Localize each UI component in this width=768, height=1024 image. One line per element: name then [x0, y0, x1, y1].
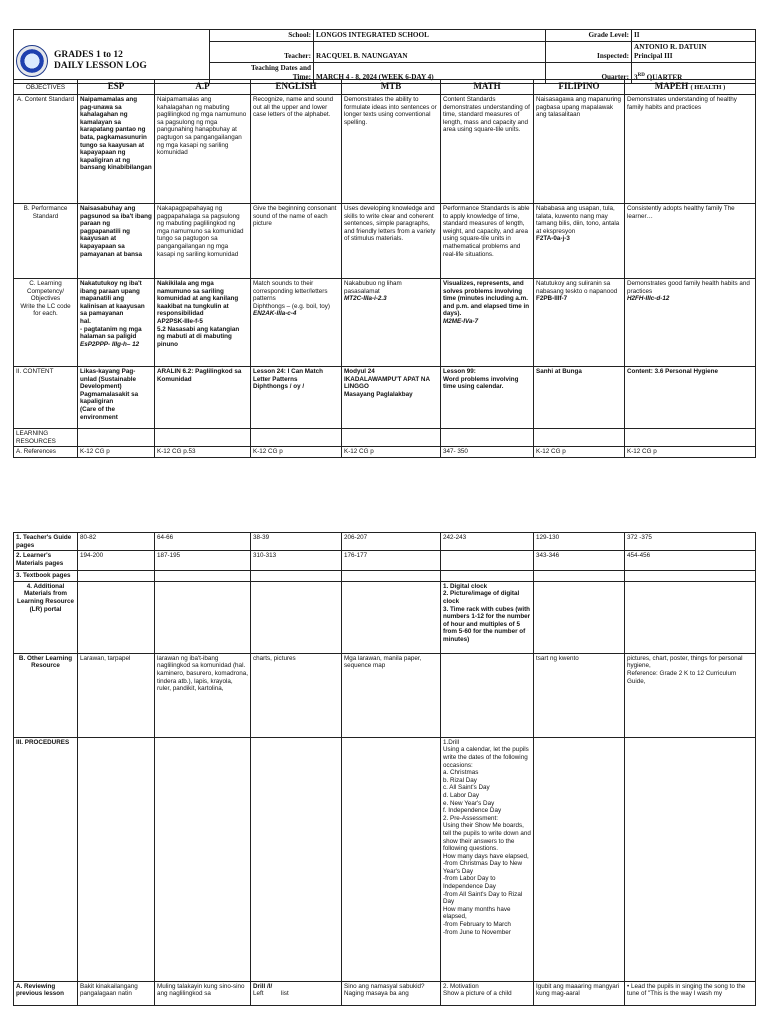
cell-math: 2. Motivation Show a picture of a child — [441, 981, 534, 1005]
title-line2: DAILY LESSON LOG — [54, 61, 147, 71]
cell-english — [251, 279, 342, 367]
filipino-text: Nababasa ang usapan, tula, talata, kuwento nang may tamang bilis, diin, tono, antala at ekspresyon — [536, 205, 620, 235]
cell-ap: ARALIN 6.2: Paglilingkod sa Komunidad — [155, 367, 251, 429]
quarter-word: QUARTER — [646, 73, 683, 81]
cell-esp: Larawan, tarpapel — [78, 653, 155, 737]
cell-english: Recognize, name and sound out all the upper and lower case letters of the alphabet. — [251, 95, 342, 204]
row-label: B. Performance Standard — [14, 204, 78, 279]
cell-math — [441, 279, 534, 367]
cell-esp: Bakit kinakailangang pangalagaan natin — [78, 981, 155, 1005]
cell-empty — [78, 581, 155, 653]
dates-value: MARCH 4 - 8, 2024 (WEEK 6-DAY 4) — [314, 63, 546, 84]
cell-filipino — [534, 204, 625, 279]
teacher-label: Teacher: — [210, 42, 314, 63]
math-text: Visualizes, represents, and solves problems involving time (minutes including a.m. and p.m. and elapsed time in days). — [443, 280, 530, 318]
row-label: LEARNING RESOURCES — [14, 429, 78, 447]
cell-english: charts, pictures — [251, 653, 342, 737]
performance-standard-row — [14, 204, 756, 279]
other-resources-row — [14, 653, 756, 737]
dll-page-1 — [13, 79, 755, 458]
procedures-row — [14, 737, 756, 981]
cell-esp: Naisasabuhay ang pagsunod sa iba't ibang paraan ng pagpapanatili ng kaayusan at kapayapaan sa pamayanan at bansa — [78, 204, 155, 279]
cell-esp: Likas-kayang Pag-unlad (Sustainable Development) Pagmamalasakit sa kapaligiran (Care of the environment — [78, 367, 155, 429]
subject-mtb: MTB — [342, 80, 441, 95]
cell-filipino — [534, 279, 625, 367]
references-row — [14, 447, 756, 458]
cell-empty — [441, 571, 534, 582]
subject-math: MATH — [441, 80, 534, 95]
cell-english: 310-313 — [251, 551, 342, 571]
inspected-name: ANTONIO R. DATUIN — [634, 43, 707, 51]
math-code: M2ME-IVa-7 — [443, 317, 479, 325]
cell-english: Give the beginning consonant sound of the name of each picture — [251, 204, 342, 279]
esp-text: Nakatutukoy ng iba't ibang paraan upang mapanatili ang kalinisan at kaayusan sa pamayanan hal. - pagtatanim ng mga halaman sa paligid — [80, 280, 145, 341]
cell-empty — [625, 581, 756, 653]
cell-math: 347- 350 — [441, 447, 534, 458]
header-title-cell — [14, 30, 210, 84]
row-label: 3. Textbook pages — [14, 571, 78, 582]
cell-empty — [534, 581, 625, 653]
competency-label: C. Learning Competency/ Objectives — [26, 280, 65, 303]
subject-mapeh — [625, 80, 756, 95]
row-label: A. Content Standard — [14, 95, 78, 204]
cell-empty — [155, 737, 251, 981]
tg-pages-row — [14, 533, 756, 551]
cell-esp: 194-200 — [78, 551, 155, 571]
cell-empty — [78, 571, 155, 582]
cell-mtb: K-12 CG p — [342, 447, 441, 458]
cell-empty — [625, 429, 756, 447]
inspected-label: Inspected: — [546, 42, 632, 63]
cell-filipino: 129-130 — [534, 533, 625, 551]
school-label: School: — [210, 30, 314, 42]
cell-ap: larawan ng iba't-ibang naglilingkod sa komunidad (hal. kaminero, basurero, komadrona, tindera atb.), lapis, krayola, ruler, pandikit, kartolina, — [155, 653, 251, 737]
row-label: B. Other Learning Resource — [14, 653, 78, 737]
cell-empty — [534, 737, 625, 981]
cell-mtb: Demonstrates the ability to formulate ideas into sentences or longer texts using conventional spelling. — [342, 95, 441, 204]
cell-empty — [441, 429, 534, 447]
english-code: EN2AK-IIIa-c-4 — [253, 310, 297, 318]
competency-row — [14, 279, 756, 367]
english-text: Match sounds to their corresponding letter/letters patterns Diphthongs – (e.g. boil, toy) — [253, 280, 331, 310]
row-label: 4. Additional Materials from Learning Resource (LR) portal — [14, 581, 78, 653]
cell-filipino: Igubit ang maaaring mangyari kung mag-aaral — [534, 981, 625, 1005]
dll-page-2 — [13, 532, 755, 1006]
title-line1: GRADES 1 to 12 — [54, 50, 123, 60]
cell-mapeh: Consistently adopts healthy family The learner… — [625, 204, 756, 279]
teacher-value: RACQUEL B. NAUNGAYAN — [314, 42, 546, 63]
cell-empty — [251, 571, 342, 582]
cell-empty — [251, 429, 342, 447]
dates-label-2: Time: — [292, 73, 311, 81]
cell-esp — [78, 279, 155, 367]
dates-label-1: Teaching Dates and — [250, 64, 311, 72]
cell-math: Performance Standards is able to apply knowledge of time, standard measures of length, weight, and capacity, and area using square-tile units in mathematical problems and real-life situations. — [441, 204, 534, 279]
mapeh-text: Demonstrates good family health habits and practices — [627, 280, 750, 295]
esp-code: EsP2PPP- IIIg-h– 12 — [80, 340, 140, 348]
cell-ap: 187-195 — [155, 551, 251, 571]
cell-filipino: K-12 CG p — [534, 447, 625, 458]
row-label — [14, 279, 78, 367]
lesson-table-1 — [13, 79, 756, 458]
english-drill: Drill /I/ — [253, 982, 273, 990]
cell-empty — [78, 737, 155, 981]
cell-math: Content Standards demonstrates understanding of time, standard measures of length, mass and capacity and area using square-tile units. — [441, 95, 534, 204]
cell-empty — [155, 429, 251, 447]
mtb-code: MT2C-IIIa-i-2.3 — [344, 295, 387, 303]
subject-ap: A.P — [155, 80, 251, 95]
cell-mtb: Modyul 24 IKADALAWAMPU'T APAT NA LINGGO Masayang Paglalakbay — [342, 367, 441, 429]
cell-empty — [534, 429, 625, 447]
school-value: LONGOS INTEGRATED SCHOOL — [314, 30, 546, 42]
lesson-table-2 — [13, 532, 756, 1006]
cell-empty — [251, 737, 342, 981]
cell-math: 242-243 — [441, 533, 534, 551]
cell-mapeh: 454-456 — [625, 551, 756, 571]
cell-mapeh: pictures, chart, poster, things for personal hygiene, Reference: Grade 2 K to 12 Curriculum Guide, — [625, 653, 756, 737]
cell-english: K-12 CG p — [251, 447, 342, 458]
cell-mapeh: • Lead the pupils in singing the song to the tune of "This is the way I wash my — [625, 981, 756, 1005]
cell-filipino: Naisasagawa ang mapanuring pagbasa upang mapalawak ang talasalitaan — [534, 95, 625, 204]
textbook-row — [14, 571, 756, 582]
cell-math: Lesson 99: Word problems involving time using calendar. — [441, 367, 534, 429]
cell-ap: Nakikilala ang mga namumuno sa sariling komunidad at ang kanilang kaakibat na tungkulin at responsibilidad AP2PSK-IIIe-f-5 5.2 Nasasabi ang katangian ng mabuti at di mabuting pinuno — [155, 279, 251, 367]
row-label: III. PROCEDURES — [14, 737, 78, 981]
subject-filipino: FILIPINO — [534, 80, 625, 95]
row-label: II. CONTENT — [14, 367, 78, 429]
cell-empty — [625, 737, 756, 981]
quarter-num: 3 — [634, 73, 638, 81]
cell-empty — [534, 571, 625, 582]
filipino-code: F2TA-0a-j-3 — [536, 235, 570, 243]
subjects-row — [14, 80, 756, 95]
cell-esp: 80-82 — [78, 533, 155, 551]
subject-mapeh-label: MAPEH — [654, 81, 689, 91]
cell-ap: 64-66 — [155, 533, 251, 551]
deped-seal-icon — [16, 45, 48, 77]
additional-materials-row — [14, 581, 756, 653]
cell-mtb: 176-177 — [342, 551, 441, 571]
cell-english — [251, 981, 342, 1005]
competency-note: Write the LC code for each. — [20, 302, 71, 318]
cell-english: 38-39 — [251, 533, 342, 551]
quarter-sup: RD — [637, 72, 645, 78]
cell-mtb: 206-207 — [342, 533, 441, 551]
content-standard-row — [14, 95, 756, 204]
cell-empty — [155, 581, 251, 653]
cell-filipino: tsart ng kwento — [534, 653, 625, 737]
cell-mtb: Mga larawan, manila paper, sequence map — [342, 653, 441, 737]
cell-mapeh: K-12 CG p — [625, 447, 756, 458]
lm-pages-row — [14, 551, 756, 571]
objectives-header: OBJECTIVES — [14, 80, 78, 95]
cell-mapeh: 372 -375 — [625, 533, 756, 551]
cell-esp: K-12 CG p — [78, 447, 155, 458]
cell-empty — [342, 429, 441, 447]
cell-empty — [342, 737, 441, 981]
cell-esp: Naipamamalas ang pag-unawa sa kahalagahan ng kamalayan sa karapatang pantao ng bata, pagkamasunurin tungo sa kaayusan at kapayapaan ng kapaligiran at ng bansang kinabibilangan — [78, 95, 155, 204]
cell-empty — [155, 571, 251, 582]
subject-english: ENGLISH — [251, 80, 342, 95]
header-table — [13, 29, 756, 84]
cell-empty — [78, 429, 155, 447]
cell-math — [441, 653, 534, 737]
cell-mapeh — [625, 279, 756, 367]
cell-empty — [625, 571, 756, 582]
cell-empty — [251, 581, 342, 653]
english-words: Left list — [253, 990, 289, 998]
cell-mapeh: Content: 3.6 Personal Hygiene — [625, 367, 756, 429]
cell-mapeh: Demonstrates understanding of healthy family habits and practices — [625, 95, 756, 204]
cell-math: 1.Drill Using a calendar, let the pupils write the dates of the following occasions: a. Christmas b. Rizal Day c. All Saint's Day d. Labor Day e. New Year's Day f. Independence Day 2. Pre-Assessment: Using their Show Me boards, tell the pupils to write down and show their answers to the following questions. How many days have elapsed, -from Christmas Day to New Year's Day -from Labor Day to Independence Day -from All Saint's Day to Rizal Day How many months have elapsed, -from February to March -from June to November — [441, 737, 534, 981]
cell-ap: Nakapagpapahayag ng pagpapahalaga sa pagsulong ng mabuting paglilingkod ng mga namumuno sa komunidad tungo sa pagtugon sa pangangailangan ng mga kasapi ng sariling komunidad — [155, 204, 251, 279]
cell-empty — [342, 581, 441, 653]
content-row — [14, 367, 756, 429]
grade-label: Grade Level: — [546, 30, 632, 42]
filipino-code: F2PB-IIIf-7 — [536, 295, 568, 303]
mtb-text: Nakabubuo ng liham pasasalamat — [344, 280, 402, 295]
cell-empty — [342, 571, 441, 582]
cell-filipino: 343-346 — [534, 551, 625, 571]
cell-math — [441, 551, 534, 571]
reviewing-row — [14, 981, 756, 1005]
cell-ap: Muling talakayin kung sino-sino ang naglilingkod sa — [155, 981, 251, 1005]
cell-english: Lesson 24: I Can Match Letter Patterns Diphthongs / oy / — [251, 367, 342, 429]
cell-ap: Naipamamalas ang kahalagahan ng mabuting paglilingkod ng mga namumuno sa pagsulong ng mga pangunahing hanapbuhay at pagtugon sa pangangailangan ng mga kasapi ng sariling komunidad — [155, 95, 251, 204]
cell-mtb — [342, 279, 441, 367]
dll-header — [13, 29, 755, 84]
cell-filipino: Sanhi at Bunga — [534, 367, 625, 429]
cell-ap: K-12 CG p.53 — [155, 447, 251, 458]
row-label: A. References — [14, 447, 78, 458]
learning-resources-row — [14, 429, 756, 447]
inspected-title: Principal III — [634, 52, 673, 60]
filipino-text: Natutukoy ang suliranin sa nabasang teskto o napanood — [536, 280, 618, 295]
mapeh-code: H2FH-IIIc-d-12 — [627, 295, 670, 303]
subject-esp: ESP — [78, 80, 155, 95]
row-label: 2. Learner's Materials pages — [14, 551, 78, 571]
cell-math: 1. Digital clock 2. Picture/image of digital clock 3. Time rack with cubes (with numbers 1-12 for the number of hour and multiples of 5 from 5-60 for the number of minutes) — [441, 581, 534, 653]
row-label: 1. Teacher's Guide pages — [14, 533, 78, 551]
row-label: A. Reviewing previous lesson — [14, 981, 78, 1005]
cell-mtb: Sino ang namasyal sabukid? Naging masaya ba ang — [342, 981, 441, 1005]
subject-mapeh-sub: ( HEALTH ) — [690, 84, 726, 91]
quarter-label: Quarter: — [546, 63, 632, 84]
cell-mtb: Uses developing knowledge and skills to write clear and coherent sentences, simple paragraphs, and friendly letters from a variety of stimulus materials. — [342, 204, 441, 279]
grade-value: II — [632, 30, 756, 42]
inspected-value — [632, 42, 756, 63]
